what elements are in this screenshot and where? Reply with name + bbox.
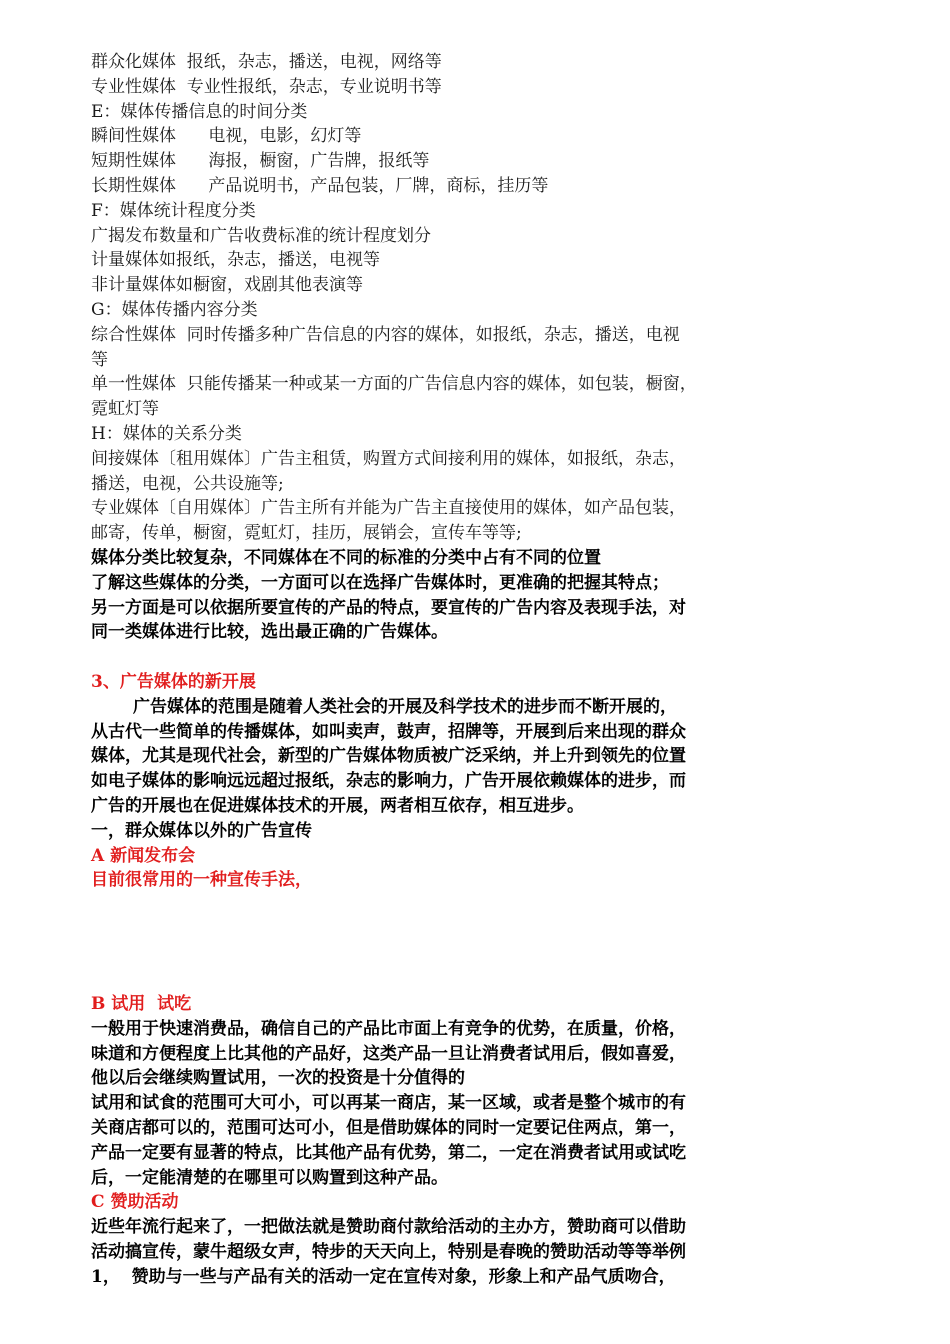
text-line: 等: [91, 349, 108, 370]
text-line: 综合性媒体 同时传播多种广告信息的内容的媒体，如报纸，杂志，播送，电视: [91, 324, 680, 345]
text-line: 短期性媒体 海报，橱窗，广告牌，报纸等: [91, 151, 430, 172]
section-a-text: 目前很常用的一种宣传手法，: [91, 870, 312, 891]
text-line: 非计量媒体如橱窗，戏剧其他表演等: [91, 275, 363, 296]
subheading: 一，群众媒体以外的广告宣传: [91, 820, 312, 841]
document-page: [91, 50, 791, 1290]
spacer: [91, 893, 791, 992]
paragraph-line: 关商店都可以的，范围可达可小，但是借助媒体的同时一定要记住两点，第一，: [91, 1118, 686, 1139]
text-line: 间接媒体〔租用媒体〕广告主租赁，购置方式间接利用的媒体，如报纸，杂志，: [91, 448, 686, 469]
text-line: G：媒体传播内容分类: [91, 299, 258, 320]
section-heading-a: A 新闻发布会: [91, 845, 196, 866]
text-line: 计量媒体如报纸，杂志，播送，电视等: [91, 250, 380, 271]
text-line: 专业媒体〔自用媒体〕广告主所有并能为广告主直接使用的媒体，如产品包装，: [91, 498, 686, 519]
paragraph-line: 活动搞宣传，蒙牛超级女声，特步的天天向上，特别是春晚的赞助活动等等举例: [91, 1242, 686, 1263]
text-line: F：媒体统计程度分类: [91, 200, 256, 221]
text-line: 长期性媒体 产品说明书，产品包装，厂牌，商标，挂历等: [91, 175, 549, 196]
text-line: 专业性媒体 专业性报纸，杂志，专业说明书等: [91, 76, 442, 97]
text-line: 群众化媒体 报纸，杂志，播送，电视，网络等: [91, 52, 442, 72]
spacer: [91, 645, 791, 670]
text-line: 瞬间性媒体 电视，电影，幻灯等: [91, 126, 362, 147]
summary-line: 媒体分类比较复杂，不同媒体在不同的标准的分类中占有不同的位置: [91, 547, 601, 568]
paragraph-line: 广告媒体的范围是随着人类社会的开展及科学技术的进步而不断开展的，: [133, 696, 677, 717]
paragraph-line: 1， 赞助与一些与产品有关的活动一定在宣传对象，形象上和产品气质吻合，: [91, 1266, 676, 1287]
section-heading-b: B 试用 试吃: [91, 994, 192, 1015]
paragraph-line: 味道和方便程度上比其他的产品好，这类产品一旦让消费者试用后，假如喜爱，: [91, 1043, 686, 1064]
paragraph-line: 媒体，尤其是现代社会，新型的广告媒体物质被广泛采纳，并上升到领先的位置: [91, 746, 686, 767]
paragraph-line: 产品一定要有显著的特点，比其他产品有优势，第二，一定在消费者试用或试吃: [91, 1142, 686, 1163]
section-heading-3: 3、广告媒体的新开展: [91, 671, 256, 692]
text-line: 播送，电视，公共设施等;: [91, 473, 284, 494]
text-line: 霓虹灯等: [91, 399, 159, 420]
summary-line: 同一类媒体进行比较，选出最正确的广告媒体。: [91, 622, 448, 643]
paragraph-line: 从古代一些简单的传播媒体，如叫卖声，鼓声，招牌等，开展到后来出现的群众: [91, 721, 686, 742]
section-heading-c: C 赞助活动: [91, 1192, 179, 1213]
text-line: E：媒体传播信息的时间分类: [91, 101, 308, 122]
summary-line: 另一方面是可以依据所要宣传的产品的特点，要宣传的广告内容及表现手法，对: [91, 597, 686, 618]
summary-line: 了解这些媒体的分类，一方面可以在选择广告媒体时，更准确的把握其特点；: [91, 572, 669, 593]
paragraph-line: 如电子媒体的影响远远超过报纸，杂志的影响力，广告开展依赖媒体的进步，而: [91, 771, 686, 792]
paragraph-line: 他以后会继续购置试用，一次的投资是十分值得的: [91, 1068, 465, 1089]
text-line: H：媒体的关系分类: [91, 423, 242, 444]
paragraph-line: 广告的开展也在促进媒体技术的开展，两者相互依存，相互进步。: [91, 795, 584, 816]
text-line: 广揭发布数量和广告收费标准的统计程度划分: [91, 225, 431, 246]
paragraph-line: 一般用于快速消费品，确信自己的产品比市面上有竞争的优势，在质量，价格，: [91, 1018, 686, 1039]
paragraph-line: 后，一定能清楚的在哪里可以购置到这种产品。: [91, 1167, 448, 1188]
paragraph-line: 近些年流行起来了，一把做法就是赞助商付款给活动的主办方，赞助商可以借助: [91, 1217, 686, 1238]
text-line: 单一性媒体 只能传播某一种或某一方面的广告信息内容的媒体，如包装，橱窗，: [91, 374, 697, 395]
paragraph-line: 试用和试食的范围可大可小，可以再某一商店，某一区域，或者是整个城市的有: [91, 1093, 686, 1114]
text-line: 邮寄，传单，橱窗，霓虹灯，挂历，展销会，宣传车等等;: [91, 523, 522, 544]
